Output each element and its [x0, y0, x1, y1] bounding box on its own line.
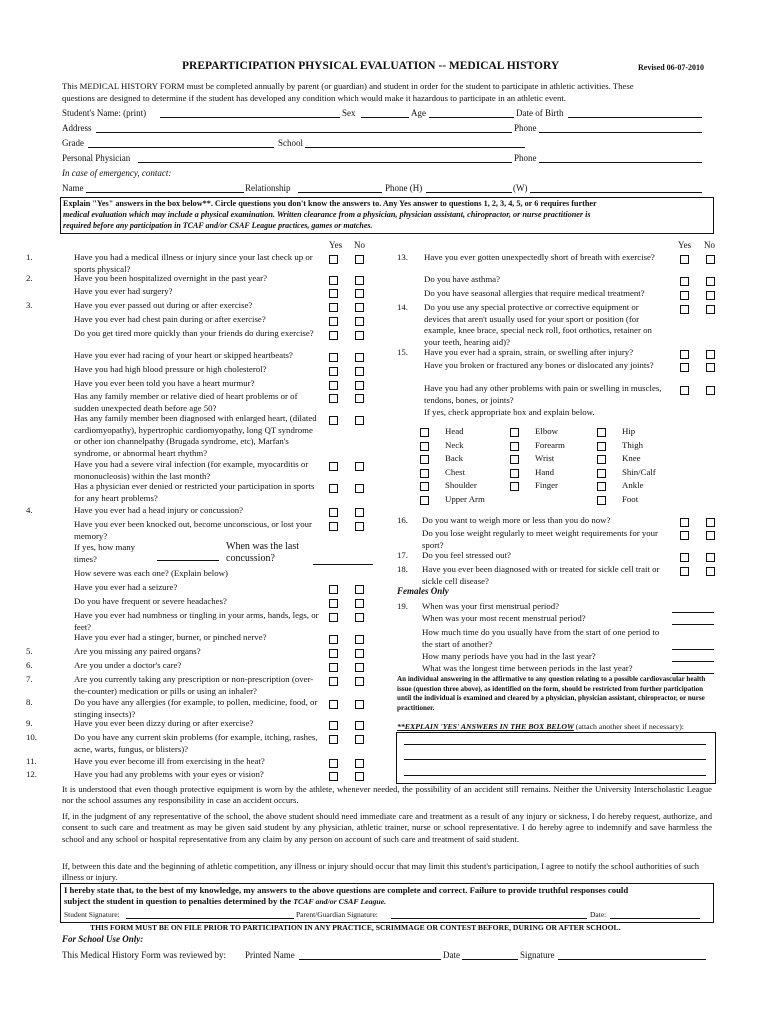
yes-checkbox[interactable] [329, 303, 338, 312]
recent-period-line[interactable] [672, 624, 714, 625]
no-checkbox[interactable] [355, 613, 364, 622]
no-checkbox[interactable] [355, 721, 364, 730]
no-checkbox[interactable] [706, 350, 715, 359]
last-concussion-label: When was the last concussion? [226, 541, 300, 564]
question-number: 19. [397, 601, 408, 611]
grade-line[interactable] [88, 147, 274, 148]
yes-checkbox[interactable] [329, 677, 338, 686]
reviewed-by-label: This Medical History Form was reviewed by: [62, 950, 226, 960]
statement-line-2 [64, 896, 386, 907]
question-number: 2. [26, 273, 33, 283]
form-title: PREPARTICIPATION PHYSICAL EVALUATION -- MEDICAL HISTORY [182, 60, 560, 72]
parent-signature-line[interactable] [391, 918, 587, 919]
question-text: How many periods have you had in the last year? [422, 651, 596, 661]
phone-h-label: Phone (H) [385, 183, 423, 193]
yes-checkbox[interactable] [680, 567, 689, 576]
physician-label: Personal Physician [62, 153, 131, 163]
explain-yes-note: (attach another sheet if necessary): [575, 722, 684, 731]
yes-checkbox[interactable] [329, 663, 338, 672]
question-text: Have you ever been dizzy during or after exercise? [74, 718, 254, 728]
intro-line-2: questions are designed to determine if the student has developed any condition which would make it hazardous to participate in an athletic event. [62, 93, 566, 103]
no-checkbox[interactable] [355, 649, 364, 658]
question-text: Are you under a doctor's care? [74, 660, 182, 670]
relationship-line[interactable] [298, 192, 382, 193]
age-label: Age [411, 108, 426, 118]
yes-checkbox[interactable] [329, 772, 338, 781]
review-date-label: Date [443, 950, 460, 960]
question-text: How severe was each one? (Explain below) [74, 568, 228, 578]
question-number: 5. [26, 646, 33, 656]
no-checkbox[interactable] [706, 386, 715, 395]
body-part-checkbox[interactable] [597, 428, 606, 437]
phone-h-line[interactable] [426, 192, 512, 193]
body-part-checkbox[interactable] [420, 455, 429, 464]
question-text: Have you been hospitalized overnight in the past year? [74, 273, 267, 283]
body-part-checkbox[interactable] [597, 469, 606, 478]
question-text: If yes, check appropriate box and explain below. [424, 407, 595, 417]
body-part-label: Hand [535, 466, 555, 477]
no-checkbox[interactable] [355, 677, 364, 686]
females-only-heading: Females Only [397, 586, 449, 596]
question-number: 17. [397, 550, 408, 560]
grade-label: Grade [62, 138, 84, 148]
no-checkbox[interactable] [355, 353, 364, 362]
question-text: Do you have frequent or severe headaches? [74, 596, 227, 606]
yes-checkbox[interactable] [329, 735, 338, 744]
question-number: 4. [26, 505, 33, 515]
body-part-checkbox[interactable] [597, 496, 606, 505]
address-line[interactable] [96, 132, 512, 133]
no-checkbox[interactable] [355, 599, 364, 608]
body-part-checkbox[interactable] [510, 442, 519, 451]
reviewer-signature-line[interactable] [558, 959, 706, 960]
question-number: 14. [397, 302, 408, 312]
yes-checkbox[interactable] [329, 484, 338, 493]
question-text: Have you ever been told you have a heart murmur? [74, 378, 255, 388]
body-part-checkbox[interactable] [510, 428, 519, 437]
question-text: Have you had any other problems with pain or swelling in muscles, tendons, bones, or joints? [424, 383, 662, 405]
notify-paragraph: If, between this date and the beginning of athletic competition, any illness or injury should occur that may limit this student's participation, I agree to notify the school authorities of such illness or injury. [62, 861, 700, 883]
body-part-label: Chest [445, 466, 466, 477]
yes-checkbox[interactable] [680, 363, 689, 372]
question-number: 8. [26, 697, 33, 707]
body-part-checkbox[interactable] [420, 469, 429, 478]
question-text: Are you missing any paired organs? [74, 646, 201, 656]
yes-checkbox[interactable] [329, 462, 338, 471]
question-number: 12. [26, 769, 37, 779]
school-label: School [278, 138, 304, 148]
school-use-heading: For School Use Only: [62, 934, 144, 944]
question-text: Have you ever been knocked out, become unconscious, or lost your memory? [74, 519, 312, 541]
question-number: 15. [397, 347, 408, 357]
cardio-note: An individual answering in the affirmative to any question relating to a possible cardiovascular health issue (question three above), as identified on the form, should be restricted from further participation until the individual is examined and cleared by a physician, physician assistant, chiropractor, or nurse practitioner. [397, 675, 706, 712]
question-number: 10. [26, 732, 37, 742]
body-part-label: Forearm [535, 439, 565, 450]
dob-label: Date of Birth [516, 108, 564, 118]
instructions-line-1: Explain "Yes" answers in the box below**. Circle questions you don't know the answers to. Any Yes answer to questions 1, 2, 3, 4, 5, or 6 requires further [63, 199, 597, 208]
phone-label: Phone [514, 123, 537, 133]
question-text: Do you want to weigh more or less than you do now? [422, 515, 611, 525]
liability-paragraph: It is understood that even though protective equipment is worn by the athlete, whenever needed, the possibility of an accident still remains. Neither the University Interscholastic League nor the school assumes any responsibility in case an accident occurs. [62, 784, 712, 806]
question-text: Have you had a severe viral infection (for example, myocarditis or mononucleosis) within the last month? [74, 459, 309, 481]
question-text: What was the longest time between periods in the last year? [422, 663, 633, 673]
no-checkbox[interactable] [355, 303, 364, 312]
yes-header-left: Yes [329, 240, 343, 250]
no-checkbox[interactable] [355, 772, 364, 781]
yes-checkbox[interactable] [329, 276, 338, 285]
instructions-line-2: medical evaluation which may include a physical examination. Written clearance from a physician, physician assistant, chiropractor, or nurse practitioner is [63, 210, 591, 219]
parent-signature-label: Parent/Guardian Signature: [296, 910, 378, 919]
body-part-checkbox[interactable] [420, 482, 429, 491]
question-number: 11. [26, 756, 37, 766]
first-period-line[interactable] [672, 612, 714, 613]
body-part-label: Finger [535, 480, 558, 491]
no-checkbox[interactable] [355, 484, 364, 493]
no-checkbox[interactable] [355, 381, 364, 390]
question-text: Have you ever gotten unexpectedly short of breath with exercise? [424, 252, 655, 262]
question-text: Do you get tired more quickly than your friends do during exercise? [74, 328, 314, 338]
reviewer-signature-label: Signature [520, 950, 555, 960]
yes-checkbox[interactable] [680, 277, 689, 286]
question-number: 6. [26, 660, 33, 670]
yes-checkbox[interactable] [680, 305, 689, 314]
no-checkbox[interactable] [706, 531, 715, 540]
explain-yes-heading [397, 722, 684, 731]
question-text: Have you ever passed out during or after exercise? [74, 300, 253, 310]
body-part-checkbox[interactable] [420, 428, 429, 437]
no-checkbox[interactable] [355, 585, 364, 594]
body-part-label: Thigh [622, 439, 644, 450]
body-part-label: Shin/Calf [622, 466, 656, 477]
explain-yes-box[interactable] [396, 732, 716, 784]
relationship-label: Relationship [245, 183, 291, 193]
question-text: Do you feel stressed out? [422, 550, 511, 560]
no-checkbox[interactable] [355, 331, 364, 340]
question-text: Have you ever been diagnosed with or treated for sickle cell trait or sickle cell disease? [422, 564, 660, 586]
body-part-checkbox[interactable] [597, 442, 606, 451]
explain-yes-label: **EXPLAIN 'YES' ANSWERS IN THE BOX BELOW [397, 722, 574, 731]
statement-line-1: I hereby state that, to the best of my knowledge, my answers to the above questions are complete and correct. Failure to provide truthful responses could [64, 885, 629, 895]
yes-checkbox[interactable] [329, 331, 338, 340]
physician-phone-label: Phone [514, 153, 537, 163]
no-checkbox[interactable] [355, 289, 364, 298]
body-part-label: Knee [622, 453, 641, 464]
no-checkbox[interactable] [355, 462, 364, 471]
no-checkbox[interactable] [355, 508, 364, 517]
question-text: Have you ever had racing of your heart or skipped heartbeats? [74, 350, 293, 360]
no-header-left: No [354, 240, 365, 250]
emergency-name-label: Name [62, 183, 84, 193]
no-checkbox[interactable] [706, 305, 715, 314]
no-checkbox[interactable] [355, 276, 364, 285]
question-text: Do you lose weight regularly to meet weight requirements for your sport? [422, 528, 658, 550]
file-notice: THIS FORM MUST BE ON FILE PRIOR TO PARTICIPATION IN ANY PRACTICE, SCRIMMAGE OR CONTEST BEFORE, DURING OR AFTER SCHOOL. [90, 923, 621, 932]
yes-checkbox[interactable] [680, 350, 689, 359]
no-checkbox[interactable] [706, 277, 715, 286]
yes-checkbox[interactable] [329, 721, 338, 730]
body-part-label: Elbow [535, 426, 558, 436]
explain-line-1[interactable] [404, 744, 706, 745]
question-text: If yes, how many times? [74, 542, 136, 564]
question-number: 7. [26, 674, 33, 684]
yes-header-right: Yes [678, 240, 692, 250]
yes-checkbox[interactable] [329, 585, 338, 594]
question-text: How much time do you usually have from the start of one period to the start of another? [422, 627, 660, 649]
question-text: Do you have seasonal allergies that require medical treatment? [424, 288, 645, 298]
emergency-name-line[interactable] [86, 192, 244, 193]
yes-checkbox[interactable] [329, 289, 338, 298]
yes-checkbox[interactable] [329, 416, 338, 425]
student-signature-label: Student Signature: [64, 910, 120, 919]
yes-checkbox[interactable] [329, 700, 338, 709]
physician-phone-line[interactable] [539, 162, 702, 163]
yes-checkbox[interactable] [680, 553, 689, 562]
yes-checkbox[interactable] [329, 522, 338, 531]
body-part-checkbox[interactable] [597, 482, 606, 491]
yes-checkbox[interactable] [329, 317, 338, 326]
physician-line[interactable] [138, 162, 512, 163]
phone-w-line[interactable] [530, 192, 702, 193]
yes-checkbox[interactable] [680, 386, 689, 395]
body-part-label: Shoulder [445, 480, 477, 491]
yes-checkbox[interactable] [329, 635, 338, 644]
no-checkbox[interactable] [706, 567, 715, 576]
question-text: Have you had any problems with your eyes or vision? [74, 769, 264, 779]
yes-checkbox[interactable] [680, 531, 689, 540]
yes-checkbox[interactable] [329, 599, 338, 608]
question-number: 16. [397, 515, 408, 525]
revision-date: Revised 06-07-2010 [638, 63, 704, 72]
student-name-line[interactable] [160, 117, 340, 118]
yes-checkbox[interactable] [680, 255, 689, 264]
no-checkbox[interactable] [355, 522, 364, 531]
school-line[interactable] [305, 147, 525, 148]
question-text: Do you have any current skin problems (for example, itching, rashes, acne, warts, fungus, or blisters)? [74, 732, 318, 754]
yes-checkbox[interactable] [329, 508, 338, 517]
question-text: Have you had high blood pressure or high cholesterol? [74, 364, 267, 374]
question-text: Has any family member been diagnosed with enlarged heart, (dilated cardiomyopathy), hypertrophic cardiomyopathy, long QT syndrome or other ion channelpathy (Brugada syndrome, etc), Marfan's syndrome, or abnormal heart rhythm? [74, 413, 317, 458]
body-part-label: Head [445, 426, 464, 436]
question-text: Have you ever had a head injury or concussion? [74, 505, 244, 515]
yes-checkbox[interactable] [329, 381, 338, 390]
no-header-right: No [704, 240, 715, 250]
no-checkbox[interactable] [355, 700, 364, 709]
review-date-line[interactable] [462, 959, 518, 960]
explain-line-3[interactable] [404, 775, 706, 776]
body-part-label: Hip [622, 426, 636, 436]
question-text: Has any family member or relative died of heart problems or of sudden unexpected death before age 50? [74, 391, 298, 413]
phone-line[interactable] [539, 132, 702, 133]
question-text: Have you broken or fractured any bones or dislocated any joints? [424, 360, 654, 370]
no-checkbox[interactable] [355, 663, 364, 672]
phone-w-label: (W) [513, 183, 528, 193]
dob-line[interactable] [568, 117, 702, 118]
no-checkbox[interactable] [706, 255, 715, 264]
question-text: When was your most recent menstrual period? [422, 613, 586, 623]
signature-date-line[interactable] [610, 918, 700, 919]
question-text: Have you ever had surgery? [74, 286, 173, 296]
no-checkbox[interactable] [355, 317, 364, 326]
yes-checkbox[interactable] [329, 353, 338, 362]
sex-label: Sex [342, 108, 356, 118]
body-part-checkbox[interactable] [420, 442, 429, 451]
no-checkbox[interactable] [706, 553, 715, 562]
question-text: Have you ever become ill from exercising in the heat? [74, 756, 265, 766]
body-part-label: Neck [445, 439, 464, 450]
body-part-checkbox[interactable] [510, 482, 519, 491]
no-checkbox[interactable] [355, 416, 364, 425]
question-text: Have you ever had a stinger, burner, or pinched nerve? [74, 632, 267, 642]
student-signature-line[interactable] [126, 918, 294, 919]
question-text: Do you use any special protective or corrective equipment or devices that aren't usually used for your sport or position (for example, knee brace, special neck roll, foot orthotics, retainer on your teeth, hearing aid)? [424, 302, 652, 347]
no-checkbox[interactable] [355, 367, 364, 376]
signature-date-label: Date: [590, 910, 607, 919]
question-text: Do you have any allergies (for example, to pollen, medicine, food, or stinging insects)? [74, 697, 318, 719]
question-number: 13. [397, 252, 408, 262]
yes-checkbox[interactable] [329, 613, 338, 622]
printed-name-line[interactable] [299, 959, 441, 960]
yes-checkbox[interactable] [329, 394, 338, 403]
yes-checkbox[interactable] [329, 367, 338, 376]
age-line[interactable] [429, 117, 514, 118]
body-part-checkbox[interactable] [420, 496, 429, 505]
no-checkbox[interactable] [355, 394, 364, 403]
concussion-count-line[interactable] [157, 560, 219, 561]
no-checkbox[interactable] [706, 363, 715, 372]
question-text: Have you ever had chest pain during or after exercise? [74, 314, 266, 324]
body-part-checkbox[interactable] [510, 469, 519, 478]
period-interval-line[interactable] [672, 649, 714, 650]
no-checkbox[interactable] [355, 255, 364, 264]
question-number: 3. [26, 300, 33, 310]
question-number: 18. [397, 564, 408, 574]
body-part-checkbox[interactable] [597, 455, 606, 464]
no-checkbox[interactable] [355, 635, 364, 644]
instructions-line-3: required before any participation in TCAF and/or CSAF League practices, games or matches. [63, 221, 373, 230]
periods-count-line[interactable] [672, 661, 714, 662]
no-checkbox[interactable] [706, 518, 715, 527]
question-text: Have you ever had numbness or tingling in your arms, hands, legs, or feet? [74, 610, 319, 632]
intro-line-1: This MEDICAL HISTORY FORM must be completed annually by parent (or guardian) and student in order for the student to participate in athletic activities. These [62, 81, 634, 91]
body-part-label: Wrist [535, 453, 555, 464]
no-checkbox[interactable] [355, 759, 364, 768]
body-part-label: Ankle [622, 480, 644, 491]
question-text: Has a physician ever denied or restricted your participation in sports for any heart problems? [74, 481, 315, 503]
address-label: Address [62, 123, 92, 133]
body-part-checkbox[interactable] [510, 455, 519, 464]
body-part-label: Upper Arm [445, 494, 485, 504]
question-text: Have you had a medical illness or injury since your last check up or sports physical? [74, 252, 313, 274]
body-part-label: Foot [622, 494, 639, 504]
sex-line[interactable] [361, 117, 409, 118]
question-number: 9. [26, 718, 33, 728]
statement-league: TCAF and/or CSAF League. [293, 897, 387, 906]
explain-line-2[interactable] [404, 759, 706, 760]
no-checkbox[interactable] [706, 291, 715, 300]
student-name-label: Student's Name: (print) [62, 108, 147, 118]
emergency-label: In case of emergency, contact: [62, 168, 172, 178]
yes-checkbox[interactable] [329, 255, 338, 264]
no-checkbox[interactable] [355, 735, 364, 744]
body-part-label: Back [445, 453, 464, 464]
yes-checkbox[interactable] [680, 518, 689, 527]
yes-checkbox[interactable] [329, 759, 338, 768]
question-text: Are you currently taking any prescription or non-prescription (over-the-counter) medication or pills or using an inhaler? [74, 674, 314, 696]
yes-checkbox[interactable] [680, 291, 689, 300]
printed-name-label: Printed Name [245, 950, 295, 960]
question-text: Have you ever had a seizure? [74, 582, 178, 592]
question-number: 1. [26, 252, 33, 262]
question-text: Have you ever had a sprain, strain, or swelling after injury? [424, 347, 634, 357]
question-text: Do you have asthma? [424, 274, 500, 284]
last-concussion-line[interactable] [313, 564, 373, 565]
question-text: When was your first menstrual period? [422, 601, 560, 611]
consent-paragraph: If, in the judgment of any representative of the school, the above student should need immediate care and treatment as a result of any injury or sickness, I do hereby request, authorize, and consent to such care and treatment as may be given said student by any physician, athletic trainer, nurse or school representative. I do hereby agree to indemnify and save harmless the school and any school or hospital representative from any claim by any person on account of such care and treatment of said student. [62, 811, 712, 844]
statement-text: subject the student in question to penalties determined by the [64, 896, 292, 906]
longest-gap-line[interactable] [672, 673, 714, 674]
yes-checkbox[interactable] [329, 649, 338, 658]
